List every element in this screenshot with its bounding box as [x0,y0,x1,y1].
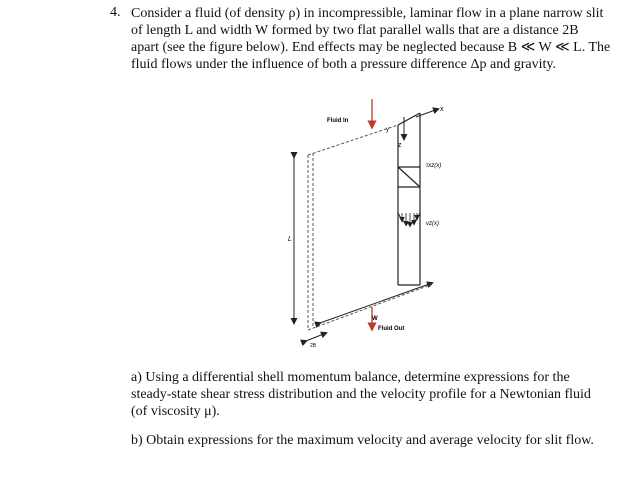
y-axis-label: y [386,127,389,133]
question-number: 4. [110,5,121,20]
slit-flow-figure [280,95,460,355]
gap-dimension [306,333,326,341]
tau-label: τxz(x) [426,163,442,169]
width-label: W [372,316,378,322]
intro-line: apart (see the figure below). End effects may be neglected because B ≪ W ≪ L. The [131,40,611,55]
part-a [131,369,621,420]
fluid-out-label: Fluid Out [378,326,405,332]
fluid-in-label: Fluid In [327,118,349,124]
intro-line: fluid flows under the influence of both a pressure difference Δp and gravity. [131,57,556,72]
length-label: L [288,236,292,243]
part-a-line: a) Using a differential shell momentum balance, determine expressions for the [131,370,570,385]
x-axis-label: x [440,106,444,113]
question-intro [131,5,621,73]
part-a-line: steady-state shear stress distribution and the velocity profile for a Newtonian fluid [131,387,591,402]
part-b [131,432,621,449]
front-wall [398,113,420,285]
intro-line: of length L and width W formed by two flat parallel walls that are a distance 2B [131,23,579,38]
part-b-line: b) Obtain expressions for the maximum velocity and average velocity for slit flow. [131,433,594,448]
intro-line: Consider a fluid (of density ρ) in incompressible, laminar flow in a plane narrow slit [131,6,604,21]
velocity-label: vz(x) [426,221,439,227]
back-wall [308,125,430,330]
z-axis-label: z [398,142,402,149]
part-a-line: (of viscosity μ). [131,404,220,419]
gap-label: 2B [310,343,317,349]
